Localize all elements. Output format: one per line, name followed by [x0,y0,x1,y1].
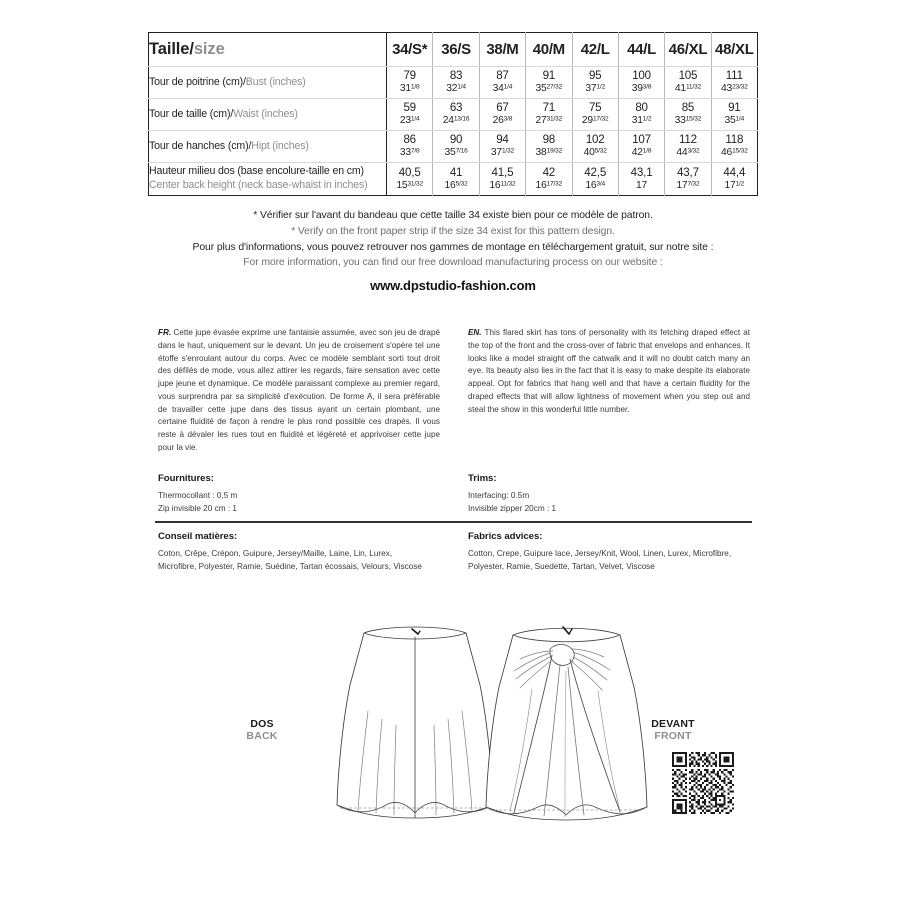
inch-frac: 17/32 [592,115,609,123]
supplies-english-item-1: Interfacing: 0.5m [468,491,530,500]
size-header-0: 34/S* [387,33,433,67]
inch-frac: 3/32 [687,147,700,155]
qr-code-svg [672,752,734,814]
inch-whole: 15 [396,179,408,191]
cell-cm: 75 [588,101,602,115]
size-header-6: 46/XL [665,33,711,67]
inch-frac: 17/32 [546,180,563,188]
cell-inch [526,180,571,193]
cell-cm: 42,5 [584,165,607,179]
cell-inch [712,115,757,128]
inch-whole: 46 [721,147,733,159]
inch-whole: 43 [721,83,733,95]
row-label-waist-fr: Tour de taille (cm)/ [149,107,234,120]
cell-inch [573,147,618,160]
inch-whole: 35 [724,115,736,127]
fabrics-french-line-1: Coton, Crêpe, Crépon, Guipure, Jersey/Maille, Laine, Lin, Lurex, [158,549,393,558]
fabrics-english-line-2: Polyester, Ramie, Suedette, Tartan, Velvet, Viscose [468,562,655,572]
fabrics-french-title: Conseil matières: [158,531,238,542]
inch-whole: 16 [489,179,501,191]
inch-frac: 3/8 [642,83,652,91]
cell-waist-5 [618,99,664,131]
cell-inch [712,180,757,193]
table-row [149,67,758,99]
cell-backheight-5 [618,163,664,196]
row-label-hips [149,131,387,163]
inch-frac: 31/32 [546,115,563,123]
cell-inch [387,147,432,160]
table-header-title [149,33,387,67]
row-label-hips-fr: Tour de hanches (cm)/ [149,139,252,152]
website-link[interactable]: www.dpstudio-fashion.com [370,278,536,294]
cell-hips-1 [433,131,479,163]
cell-inch [526,115,571,128]
cell-cm: 95 [588,69,602,83]
row-label-waist [149,99,387,131]
fabrics-english [468,531,768,574]
view-label-front-fr: DEVANT [651,718,695,730]
description-english-tag: EN. [468,328,482,337]
cell-hips-6 [665,131,711,163]
inch-whole: 31 [399,83,411,95]
cell-cm: 80 [635,101,648,115]
cell-backheight-7 [711,163,757,196]
inch-whole: 17 [724,179,736,191]
cell-inch [665,180,710,193]
inch-whole: 38 [535,147,547,159]
cell-cm: 59 [403,101,416,115]
cell-cm: 86 [403,133,416,147]
supplies-french-title: Fournitures: [158,473,214,484]
description-french-tag: FR. [158,328,172,337]
cell-cm: 91 [542,69,556,83]
inch-frac: 7/8 [410,147,420,155]
inch-whole: 37 [585,83,597,95]
footnote-line-4: For more information, you can find our free download manufacturing process on our website : [243,257,663,269]
size-header-4: 42/L [572,33,618,67]
inch-whole: 35 [444,147,456,159]
cell-waist-4 [572,99,618,131]
inch-frac: 31/32 [407,180,423,188]
size-header-3: 40/M [526,33,572,67]
inch-whole: 17 [636,179,648,191]
cell-inch [712,147,757,160]
inch-frac: 1/8 [642,147,652,155]
inch-frac: 5/32 [455,180,468,188]
cell-inch [665,83,710,96]
size-header-2: 38/M [479,33,525,67]
cell-backheight-2 [479,163,525,196]
technical-drawing-front [480,615,655,840]
inch-frac: 11/32 [500,180,516,188]
cell-cm: 41,5 [491,165,514,179]
inch-whole: 27 [535,115,547,127]
footnote-line-1: * Vérifier sur l'avant du bandeau que cette taille 34 existe bien pour ce modèle de patron. [253,210,653,221]
row-label-waist-en: Waist (inches) [233,107,298,120]
supplies-english [468,473,768,516]
qr-code[interactable] [672,752,734,819]
cell-bust-1 [433,67,479,99]
cell-bust-3 [526,67,572,99]
inch-whole: 42 [631,147,643,159]
cell-waist-6 [665,99,711,131]
cell-cm: 102 [585,133,605,147]
inch-whole: 16 [444,179,456,191]
row-label-back-height-fr: Hauteur milieu dos (base encolure-taille en cm) [149,165,364,178]
cell-backheight-4 [572,163,618,196]
inch-frac: 1/2 [735,180,745,188]
cell-inch [665,115,710,128]
cell-inch [433,83,478,96]
row-label-bust [149,67,387,99]
table-row [149,99,758,131]
row-label-hips-en: Hipt (inches) [251,139,309,152]
cell-inch [573,115,618,128]
cell-hips-7 [711,131,757,163]
inch-frac: 1/4 [457,83,466,91]
view-label-front-en: FRONT [654,730,692,743]
cell-bust-2 [479,67,525,99]
cell-cm: 85 [681,101,695,115]
inch-frac: 11/32 [685,83,701,91]
cell-inch [480,83,525,96]
inch-frac: 27/32 [546,83,563,91]
technical-drawing-back [330,615,500,840]
supplies-english-item-2: Invisible zipper 20cm : 1 [468,504,557,514]
cell-cm: 79 [403,69,416,83]
inch-frac: 1/8 [410,83,420,91]
cell-inch [526,147,571,160]
cell-cm: 98 [542,133,556,147]
cell-cm: 100 [632,69,651,83]
cell-inch [665,147,710,160]
row-label-back-height [149,163,387,196]
inch-whole: 34 [492,83,504,95]
inch-whole: 29 [581,115,593,127]
cell-backheight-6 [665,163,711,196]
cell-inch [480,180,525,193]
cell-waist-2 [479,99,525,131]
cell-inch [387,83,432,96]
fabrics-english-title: Fabrics advices: [468,531,543,542]
cell-cm: 42 [542,165,556,179]
cell-inch [387,180,432,193]
table-row [149,163,758,196]
inch-whole: 39 [631,83,643,95]
supplies-french [158,473,458,516]
inch-whole: 16 [585,179,597,191]
cell-cm: 118 [725,133,744,147]
inch-whole: 23 [399,115,411,127]
size-chart-table [148,32,758,196]
inch-whole: 24 [442,115,454,127]
footnote-line-2: * Verify on the front paper strip if the size 34 exist for this pattern design. [291,225,615,237]
front-skirt-svg [480,615,655,835]
cell-inch [480,147,525,160]
inch-frac: 7/32 [687,180,700,188]
supplies-english-title: Trims: [468,473,497,484]
inch-whole: 16 [535,179,547,191]
cell-cm: 43,7 [677,165,699,179]
inch-frac: 1/4 [503,83,513,91]
table-header-row [149,33,758,67]
cell-cm: 71 [542,101,556,115]
cell-inch [526,83,571,96]
cell-cm: 105 [678,69,698,83]
inch-frac: 7/16 [455,147,468,155]
cell-cm: 94 [496,133,509,147]
table-row [149,131,758,163]
supplies-french-item-1: Thermocollant : 0,5 m [158,491,238,500]
cell-cm: 41 [449,165,463,179]
inch-whole: 33 [399,147,411,159]
row-label-bust-en: Bust (inches) [245,75,306,88]
cell-hips-2 [479,131,525,163]
size-header-1: 36/S [433,33,479,67]
fabrics-french [158,531,458,574]
inch-frac: 3/8 [503,115,513,123]
cell-bust-4 [572,67,618,99]
cell-cm: 107 [632,133,651,147]
cell-inch [619,147,664,160]
cell-waist-7 [711,99,757,131]
cell-inch [387,115,432,128]
inch-whole: 44 [676,147,688,159]
inch-frac: 1/2 [596,83,605,91]
cell-hips-4 [572,131,618,163]
cell-cm: 91 [728,101,741,115]
cell-inch [433,180,478,193]
cell-cm: 44,4 [723,165,746,179]
inch-whole: 40 [583,147,595,159]
table-body [149,67,758,196]
row-label-back-height-en: Center back height (neck base-whaist in inches) [149,179,368,191]
cell-cm: 67 [496,101,509,115]
cell-hips-0 [387,131,433,163]
cell-hips-3 [526,131,572,163]
cell-cm: 43,1 [630,165,653,179]
inch-frac: 1/32 [501,147,514,155]
cell-cm: 112 [678,133,697,147]
cell-cm: 111 [725,69,743,83]
cell-inch [619,83,664,96]
cell-bust-0 [387,67,433,99]
section-divider [155,521,752,523]
cell-inch [433,115,478,128]
cell-inch [619,180,664,193]
cell-waist-3 [526,99,572,131]
cell-cm: 40,5 [398,165,421,179]
inch-frac: 1/4 [735,115,745,123]
cell-waist-1 [433,99,479,131]
view-label-back-fr: DOS [250,718,274,730]
header-title-en: size [193,40,225,58]
size-header-7: 48/XL [711,33,757,67]
cell-bust-5 [618,67,664,99]
inch-frac: 15/32 [685,115,702,123]
inch-frac: 23/32 [732,83,748,91]
inch-frac: 13/16 [453,115,470,123]
description-french-text: Cette jupe évasée exprime une fantaisie assumée, avec son jeu de drapé dans le haut, uniquement sur le devant. Un jeu de croisement s'opère tel une étoffe s'enroulant autour du corps. Avec ce modèle semblant sorti tout droit des défilés de mode, vous allez attirer les regards, faire sensation avec cette jupe jeune et dynamique. Ce modèle paraissant complexe au premier regard, vous surprendra par sa simplicité d'exécution. De forme A, il sera préférable de travailler cette jupe dans des tissus ayant un certain plombant, une certaine fluidité de façon à rendre le plus rond possible ces drapés. Il vous reste à dévaler les rues tout en fluidité et légèreté et apprivoiser cette jupe pour la vie. [158,328,440,453]
back-skirt-svg [330,615,500,835]
supplies-french-item-2: Zip invisible 20 cm : 1 [158,504,237,514]
fabrics-english-line-1: Cotton, Crepe, Guipure lace, Jersey/Knit, Wool, Linen, Lurex, Microfibre, [468,549,732,558]
view-label-back [232,718,292,743]
inch-frac: 5/32 [594,147,607,155]
cell-inch [619,115,664,128]
inch-whole: 33 [674,115,686,127]
inch-frac: 15/32 [732,147,748,155]
inch-whole: 17 [676,179,688,191]
view-label-back-en: BACK [246,730,278,743]
inch-whole: 26 [492,115,504,127]
inch-frac: 3/4 [596,180,605,188]
inch-frac: 1/4 [410,115,420,123]
inch-whole: 32 [446,83,458,95]
inch-whole: 37 [490,147,502,159]
description-english [468,327,750,416]
size-header-5: 44/L [618,33,664,67]
cell-backheight-1 [433,163,479,196]
cell-inch [480,115,525,128]
cell-backheight-0 [387,163,433,196]
row-label-bust-fr: Tour de poitrine (cm)/ [149,75,246,88]
fabrics-french-line-2: Microfibre, Polyester, Ramie, Suédine, Tartan écossais, Velours, Viscose [158,562,422,572]
description-french [158,327,440,455]
inch-whole: 31 [631,115,643,127]
cell-inch [573,83,618,96]
footnote-line-3: Pour plus d'informations, vous pouvez retrouver nos gammes de montage en téléchargement gratuit, sur notre site : [192,241,714,253]
header-title-fr: Taille/ [149,40,194,58]
cell-inch [433,147,478,160]
cell-bust-7 [711,67,757,99]
inch-whole: 41 [674,83,686,95]
inch-frac: 19/32 [546,147,563,155]
description-english-text: This flared skirt has tons of personality with its fetching draped effect at the top of the front and the cross-over of fabric that envelops and enhances. It looks like a model straight off the catwalk and it will no doubt catch many an eye. Its beauty also lies in the fact that it is easy to make despite its elaborate appeal. Opt for fabrics that hang well and that have a certain fluidity for the draped effects that will allow lightness of movement when you step out and steal the show in this wonderful little number. [468,328,750,414]
inch-whole: 35 [535,83,547,95]
cell-cm: 63 [449,101,463,115]
cell-cm: 87 [496,69,509,83]
cell-inch [573,180,618,193]
cell-inch [712,83,757,96]
cell-bust-6 [665,67,711,99]
cell-waist-0 [387,99,433,131]
cell-hips-5 [618,131,664,163]
cell-cm: 90 [449,133,463,147]
cell-cm: 83 [449,69,463,83]
cell-backheight-3 [526,163,572,196]
inch-frac: 1/2 [642,115,652,123]
size-chart-container [148,32,758,196]
table-footnotes [148,208,758,293]
